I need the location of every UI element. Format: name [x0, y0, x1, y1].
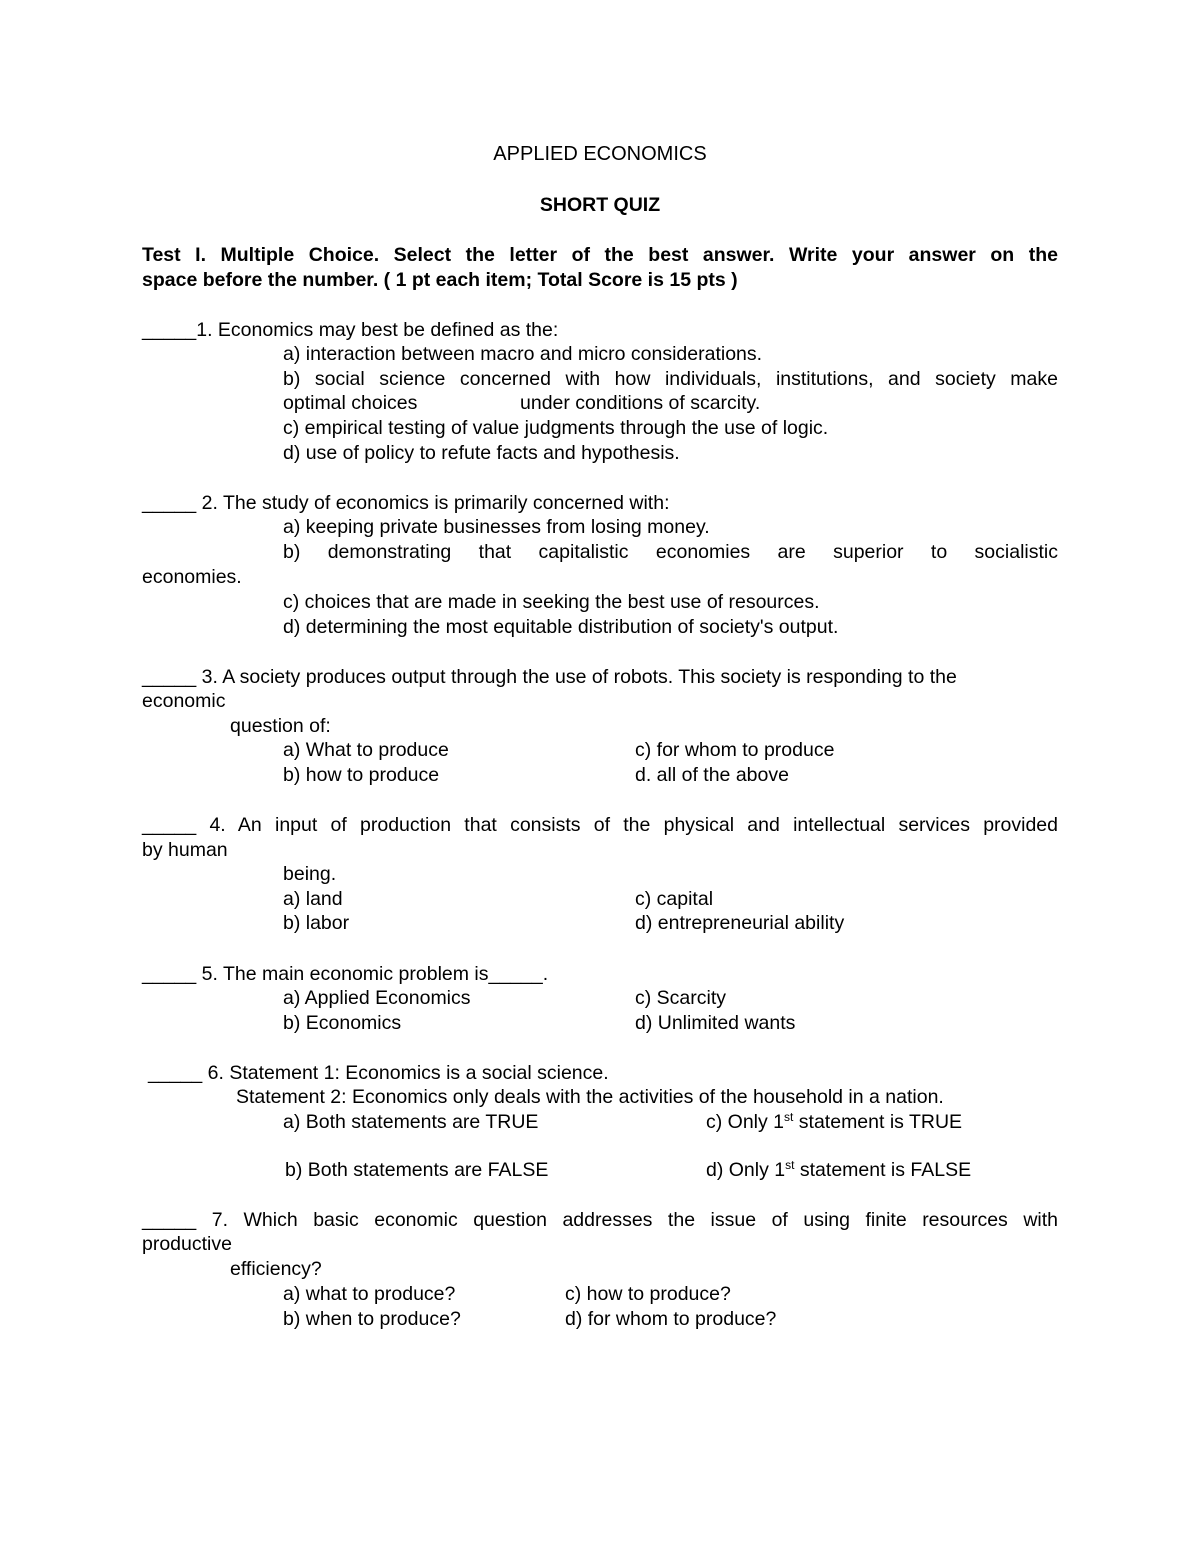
question-6-option-d-post: statement is FALSE [794, 1159, 972, 1181]
instructions-line-2: space before the number. ( 1 pt each item; Total Score is 15 pts ) [142, 269, 738, 291]
question-1-option-b-line-1: b) social science concerned with how individuals, institutions, and society make [283, 368, 1058, 390]
question-6-option-b: b) Both statements are FALSE [285, 1159, 549, 1181]
question-1-option-c: c) empirical testing of value judgments through the use of logic. [283, 417, 829, 439]
question-7-stem-line-1: _____ 7. Which basic economic question addresses the issue of using finite resources with [142, 1209, 1058, 1231]
question-1-stem: _____1. Economics may best be defined as the: [142, 319, 559, 341]
question-6-stem-line-1: _____ 6. Statement 1: Economics is a social science. [148, 1062, 609, 1084]
question-6-option-d-sup: st [785, 1158, 795, 1172]
question-1-option-b-line-2a: optimal choices [283, 392, 418, 414]
question-2-option-d: d) determining the most equitable distribution of society's output. [283, 616, 839, 638]
question-1-option-d: d) use of policy to refute facts and hypothesis. [283, 442, 680, 464]
question-1-option-a: a) interaction between macro and micro considerations. [283, 343, 763, 365]
question-6-stem-line-2: Statement 2: Economics only deals with the activities of the household in a nation. [236, 1086, 944, 1108]
question-3-option-d: d. all of the above [635, 764, 789, 786]
question-4-option-a: a) land [283, 888, 343, 910]
question-5-option-d: d) Unlimited wants [635, 1012, 796, 1034]
question-4-option-b: b) labor [283, 912, 350, 934]
document-subtitle: SHORT QUIZ [539, 194, 661, 216]
question-5-option-b: b) Economics [283, 1012, 402, 1034]
question-6-option-d-pre: d) Only 1 [706, 1159, 786, 1181]
question-6-option-c-post: statement is TRUE [793, 1111, 963, 1133]
question-2-stem: _____ 2. The study of economics is primarily concerned with: [142, 492, 670, 514]
question-4-stem-line-3: being. [283, 863, 337, 885]
question-3-option-c: c) for whom to produce [635, 739, 835, 761]
question-7-option-c: c) how to produce? [565, 1283, 731, 1305]
question-3-stem-line-1: _____ 3. A society produces output through the use of robots. This society is responding to the [142, 666, 957, 688]
question-3-option-a: a) What to produce [283, 739, 449, 761]
question-3-stem-line-3: question of: [230, 715, 331, 737]
question-7-stem-line-3: efficiency? [230, 1258, 322, 1280]
question-2-option-b-line-2: economies. [142, 566, 242, 588]
instructions-line-1: Test I. Multiple Choice. Select the letter of the best answer. Write your answer on the [142, 244, 1058, 266]
question-1-option-b-line-2b: under conditions of scarcity. [520, 392, 761, 414]
question-4-option-d: d) entrepreneurial ability [635, 912, 845, 934]
question-4-option-c: c) capital [635, 888, 714, 910]
question-4-stem-line-1: _____ 4. An input of production that consists of the physical and intellectual services provided [142, 814, 1058, 836]
question-2-option-a: a) keeping private businesses from losing money. [283, 516, 710, 538]
question-7-option-a: a) what to produce? [283, 1283, 456, 1305]
question-6-option-c-sup: st [784, 1110, 794, 1124]
document-title: APPLIED ECONOMICS [493, 143, 707, 165]
question-7-option-b: b) when to produce? [283, 1308, 461, 1330]
question-6-option-c [706, 1110, 962, 1134]
question-6-option-d [706, 1158, 971, 1182]
question-5-option-a: a) Applied Economics [283, 987, 471, 1009]
question-5-option-c: c) Scarcity [635, 987, 727, 1009]
question-2-option-c: c) choices that are made in seeking the best use of resources. [283, 591, 820, 613]
question-6-option-c-pre: c) Only 1 [706, 1111, 785, 1133]
question-7-option-d: d) for whom to produce? [565, 1308, 777, 1330]
question-5-stem: _____ 5. The main economic problem is_____. [142, 963, 549, 985]
question-7-stem-line-2: productive [142, 1233, 232, 1255]
question-3-option-b: b) how to produce [283, 764, 440, 786]
question-3-stem-line-2: economic [142, 690, 226, 712]
question-4-stem-line-2: by human [142, 839, 228, 861]
question-2-option-b-line-1: b) demonstrating that capitalistic economies are superior to socialistic [283, 541, 1058, 563]
question-6-option-a: a) Both statements are TRUE [283, 1111, 539, 1133]
